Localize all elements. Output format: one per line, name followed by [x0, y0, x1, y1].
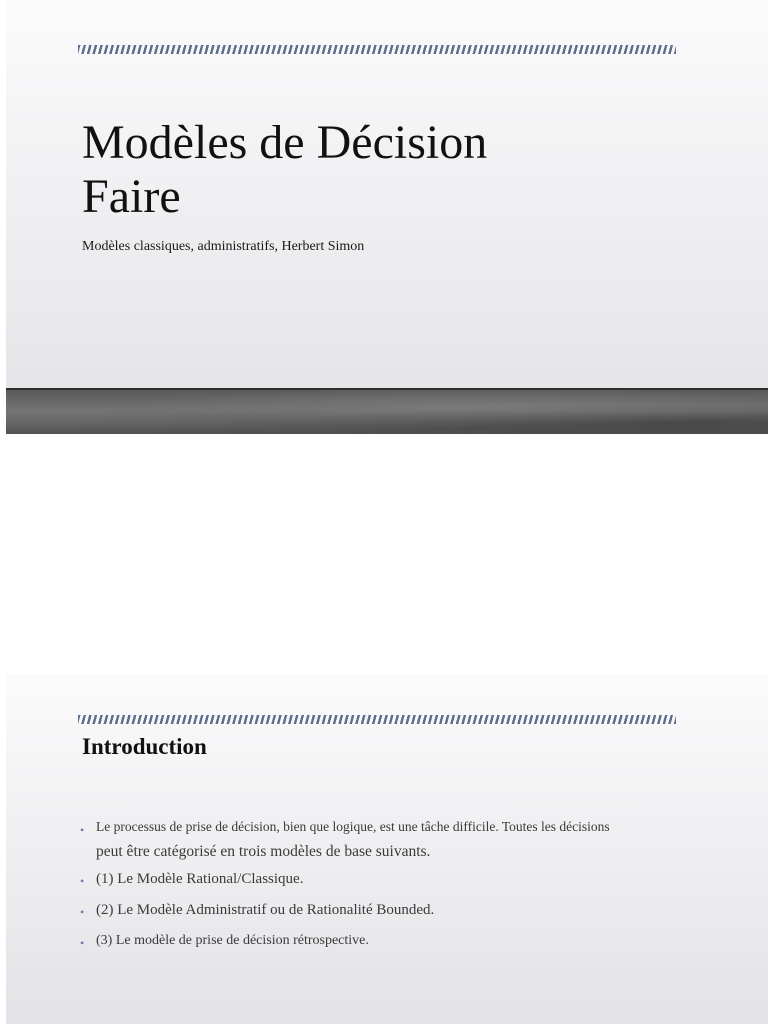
slide-title-line-1: Modèles de Décision — [82, 116, 488, 169]
list-item-text: (3) Le modèle de prise de décision rétrospective. — [96, 933, 369, 948]
list-item-text: (2) Le Modèle Administratif ou de Rationalité Bounded. — [96, 902, 435, 918]
decorative-stripe — [78, 45, 676, 54]
bullet-list — [80, 814, 700, 961]
bullet-icon: • — [80, 823, 85, 837]
slide-title-line-2: Faire — [82, 170, 181, 223]
decorative-stripe — [78, 715, 676, 724]
list-item — [80, 930, 700, 952]
stone-floor-image — [6, 388, 768, 434]
list-item — [80, 868, 700, 890]
slide-heading: Introduction — [82, 734, 207, 759]
title-slide — [6, 0, 768, 434]
list-item-line-1: Le processus de prise de décision, bien que logique, est une tâche difficile. Toutes les décisions — [96, 819, 610, 834]
list-item — [80, 814, 700, 864]
bullet-icon: • — [80, 936, 85, 950]
list-item — [80, 899, 700, 921]
bullet-icon: • — [80, 874, 85, 888]
list-item-text: (1) Le Modèle Rational/Classique. — [96, 871, 304, 887]
introduction-slide — [6, 674, 768, 1024]
slide-subtitle: Modèles classiques, administratifs, Herbert Simon — [82, 239, 365, 254]
slide-title — [82, 116, 682, 224]
bullet-icon: • — [80, 905, 85, 919]
list-item-line-2: peut être catégorisé en trois modèles de base suivants. — [96, 843, 431, 860]
